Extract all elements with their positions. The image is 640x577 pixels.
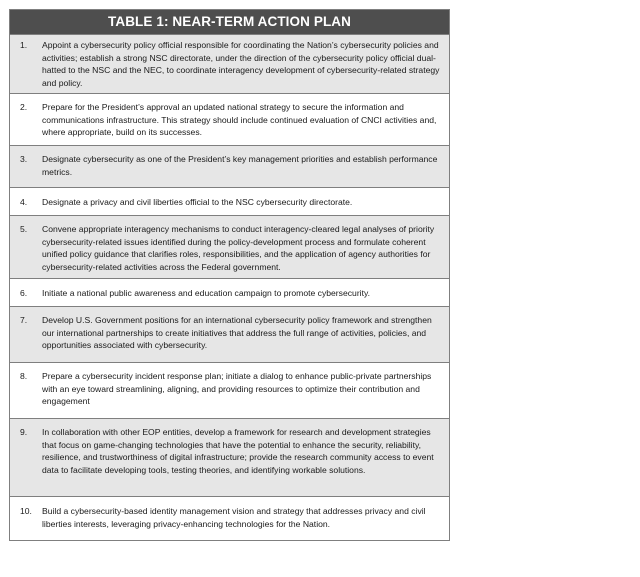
item-text: Designate a privacy and civil liberties official to the NSC cybersecurity directorate.: [42, 197, 353, 207]
item-text: Convene appropriate interagency mechanisms to conduct interagency-cleared legal analyses of priority cybersecurity-related issues identified during the policy-development process and formulate coherent unified policy guidance that clarifies roles, responsibilities, and the application of agency authorities for cybersecurity-related activities across the Federal government.: [42, 224, 435, 272]
table-row: [10, 496, 449, 540]
item-text: Build a cybersecurity-based identity management vision and strategy that addresses privacy and civil liberties interests, leveraging privacy-enhancing technologies for the Nation.: [42, 506, 426, 529]
item-text: Prepare for the President’s approval an updated national strategy to secure the information and communications infrastructure. This strategy should include continued evaluation of CNCI activities and, where appropriate, build on its successes.: [42, 102, 437, 138]
table-title: TABLE 1: NEAR-TERM ACTION PLAN: [10, 10, 449, 34]
item-text: Designate cybersecurity as one of the President’s key management priorities and establish performance metrics.: [42, 154, 438, 177]
table-row: [10, 215, 449, 278]
table-row: [10, 306, 449, 362]
item-number: 4.: [20, 197, 28, 207]
item-text: Develop U.S. Government positions for an international cybersecurity policy framework and strengthen our international partnerships to create initiatives that address the full range of activities, policies, and opportunities associated with cybersecurity.: [42, 315, 432, 351]
action-plan-table: [9, 9, 450, 541]
item-number: 6.: [20, 288, 28, 298]
table-row: [10, 187, 449, 215]
table-row: [10, 34, 449, 93]
item-number: 3.: [20, 154, 28, 164]
item-number: 1.: [20, 40, 28, 50]
item-text: In collaboration with other EOP entities, develop a framework for research and development strategies that focus on game-changing technologies that have the potential to enhance the security, reliability, resilience, and trustworthiness of digital infrastructure; provide the research community access to event data to facilitate developing tools, testing theories, and identifying workable solutions.: [42, 427, 434, 475]
item-number: 5.: [20, 224, 28, 234]
item-number: 7.: [20, 315, 28, 325]
item-text: Appoint a cybersecurity policy official responsible for coordinating the Nation’s cybersecurity policies and activities; establish a strong NSC directorate, under the direction of the cybersecurity policy official dual-hatted to the NSC and the NEC, to coordinate interagency development of cybersecurity-related strategy and policy.: [42, 40, 440, 88]
table-row: [10, 418, 449, 496]
table-row: [10, 145, 449, 187]
item-text: Prepare a cybersecurity incident response plan; initiate a dialog to enhance public-private partnerships with an eye toward streamlining, aligning, and providing resources to optimize their contribution and engagement: [42, 371, 432, 407]
table-row: [10, 93, 449, 145]
item-number: 8.: [20, 371, 28, 381]
table-row: [10, 362, 449, 418]
table-row: [10, 278, 449, 306]
item-number: 10.: [20, 506, 32, 516]
item-number: 2.: [20, 102, 28, 112]
item-number: 9.: [20, 427, 28, 437]
item-text: Initiate a national public awareness and education campaign to promote cybersecurity.: [42, 288, 371, 298]
